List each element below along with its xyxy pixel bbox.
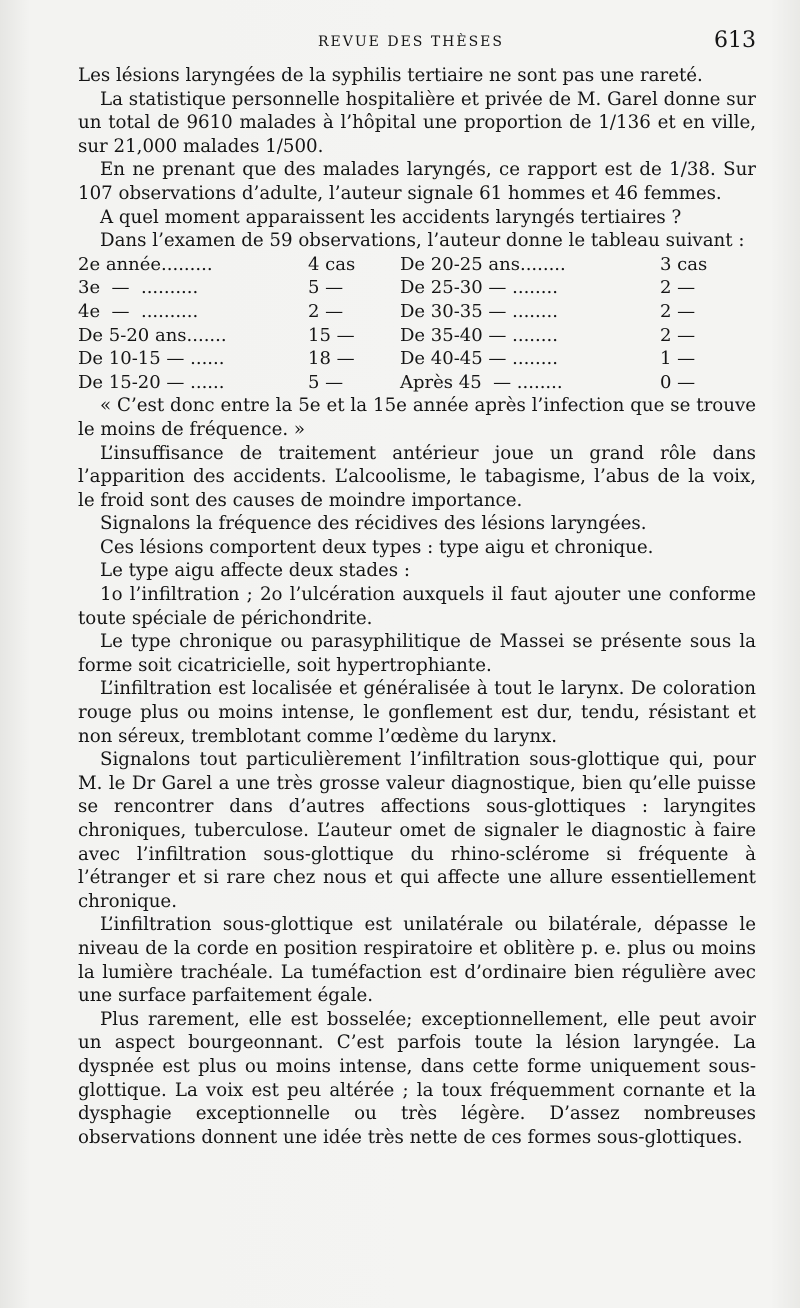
table-cell: 2 —: [660, 277, 696, 299]
table-cell: 4 cas: [308, 253, 356, 275]
paragraph: L’infiltration est localisée et généralisée à tout le larynx. De coloration rouge plus ou moins intense, le gonflement est dur, tendu, résistant et non séreux, tremblotant comme l’œdème du larynx.: [78, 678, 756, 747]
paragraph: Ces lésions comportent deux types : type aigu et chronique.: [100, 536, 654, 558]
table-cell: De 5-20 ans.......: [78, 324, 227, 346]
body-text: [78, 64, 756, 1149]
paragraph: Le type aigu affecte deux stades :: [100, 560, 411, 582]
table-cell: 2 —: [308, 300, 344, 322]
paragraph: « C’est donc entre la 5e et la 15e année après l’infection que se trouve le moins de fréquence. »: [78, 395, 756, 440]
table-cell: De 30-35 — ........: [400, 300, 558, 322]
table-cell: De 15-20 — ......: [78, 371, 225, 393]
paragraph: Plus rarement, elle est bosselée; exceptionnellement, elle peut avoir un aspect bourgeonnant. C’est parfois toute la lésion laryngée. La dyspnée est plus ou moins intense, dans cette forme uniquement sous-glottique. La voix est peu altérée ; la toux fréquemment cornante et la dysphagie exceptionnelle ou très légère. D’assez nombreuses observations donnent une idée très nette de ces formes sous-glottiques.: [78, 1008, 756, 1148]
paragraph: Dans l’examen de 59 observations, l’auteur donne le tableau suivant :: [100, 230, 745, 252]
table-cell: Après 45 — ........: [400, 371, 563, 393]
page-number: 613: [714, 28, 756, 53]
table-cell: 4e — ..........: [78, 300, 199, 322]
paragraph: Les lésions laryngées de la syphilis tertiaire ne sont pas une rareté.: [78, 65, 703, 86]
paragraph: Le type chronique ou parasyphilitique de Massei se présente sous la forme soit cicatricielle, soit hypertrophiante.: [78, 631, 756, 676]
table-cell: 3 cas: [660, 253, 708, 275]
paragraph: 1o l’infiltration ; 2o l’ulcération auxquels il faut ajouter une conforme toute spéciale de périchondrite.: [78, 584, 756, 629]
page-header: [78, 24, 756, 64]
paragraph: Signalons la fréquence des récidives des lésions laryngées.: [100, 513, 647, 535]
table-cell: 2 —: [660, 300, 696, 322]
table-cell: De 40-45 — ........: [400, 348, 558, 370]
paragraph: A quel moment apparaissent les accidents laryngés tertiaires ?: [100, 206, 682, 228]
table-cell: 5 —: [308, 371, 344, 393]
running-title: REVUE DES THÈSES: [318, 34, 504, 50]
table-cell: 15 —: [308, 324, 355, 346]
table-cell: 2 —: [660, 324, 696, 346]
table-cell: De 25-30 — ........: [400, 277, 558, 299]
table-cell: De 20-25 ans........: [400, 253, 566, 275]
table-cell: 3e — ..........: [78, 277, 199, 299]
table-cell: 0 —: [660, 371, 696, 393]
table-cell: De 10-15 — ......: [78, 348, 225, 370]
table-cell: De 35-40 — ........: [400, 324, 558, 346]
stats-table: [78, 253, 756, 395]
paragraph: Signalons tout particulièrement l’infiltration sous-glottique qui, pour M. le Dr Garel a une très grosse valeur diagnostique, bien qu’elle puisse se rencontrer dans d’autres affections sous-glottiques : laryngites chroniques, tuberculose. L’auteur omet de signaler le diagnostic à faire avec l’infiltration sous-glottique du rhino-sclérome si fréquente à l’étranger et si rare chez nous et qui affecte une allure essentiellement chronique.: [78, 749, 756, 912]
paragraph: L’insuffisance de traitement antérieur joue un grand rôle dans l’apparition des accidents. L’alcoolisme, le tabagisme, l’abus de la voix, le froid sont des causes de moindre importance.: [78, 442, 756, 511]
table-cell: 18 —: [308, 348, 355, 370]
table-cell: 2e année.........: [78, 253, 213, 275]
paragraph: En ne prenant que des malades laryngés, ce rapport est de 1/38. Sur 107 observations d’adulte, l’auteur signale 61 hommes et 46 femmes.: [78, 159, 756, 204]
paragraph: La statistique personnelle hospitalière et privée de M. Garel donne sur un total de 9610 malades à l’hôpital une proportion de 1/136 et en ville, sur 21,000 malades 1/500.: [78, 88, 756, 157]
paragraph: L’infiltration sous-glottique est unilatérale ou bilatérale, dépasse le niveau de la corde en position respiratoire et oblitère p. e. plus ou moins la lumière trachéale. La tuméfaction est d’ordinaire bien régulière avec une surface parfaitement égale.: [78, 914, 756, 1007]
table-cell: 1 —: [660, 348, 696, 370]
table-cell: 5 —: [308, 277, 344, 299]
